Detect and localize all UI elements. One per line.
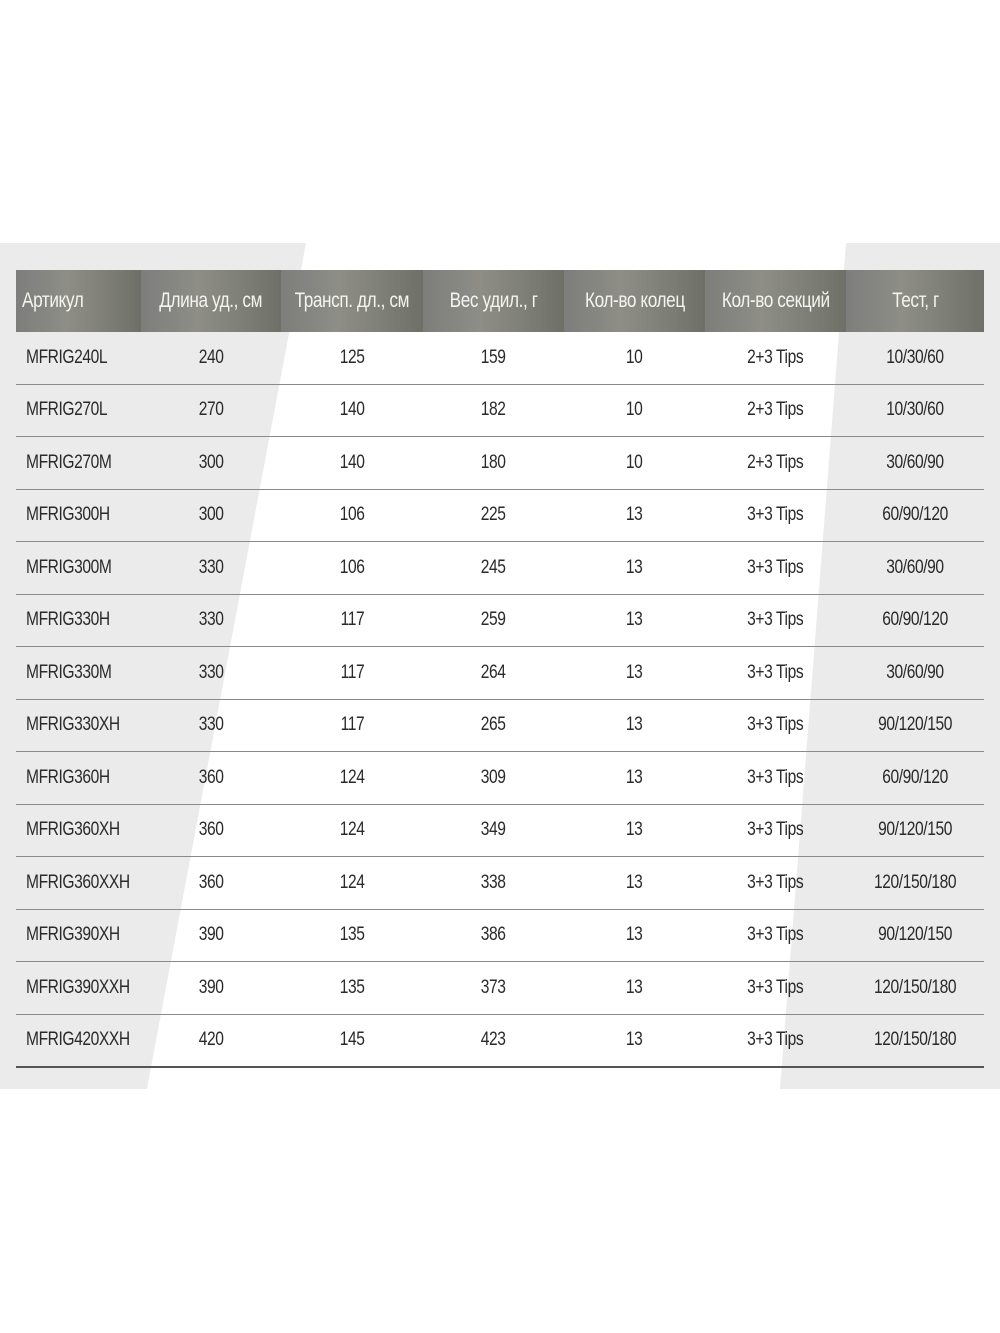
- table-row: [16, 1014, 984, 1067]
- header-rings: [564, 270, 705, 332]
- cell-text: 390: [198, 924, 224, 946]
- table-row: [16, 332, 984, 384]
- cell-text: 145: [339, 1029, 365, 1051]
- cell-text: 360: [198, 819, 224, 841]
- cell-sections: [705, 647, 846, 700]
- spec-table: [16, 270, 984, 1068]
- cell-rings: [564, 804, 705, 857]
- cell-transport-length: [281, 909, 423, 962]
- table-row: [16, 542, 984, 595]
- table-row: [16, 857, 984, 910]
- cell-text: 245: [481, 556, 506, 578]
- cell-rings: [564, 857, 705, 910]
- cell-text: 10: [626, 346, 643, 368]
- cell-transport-length: [281, 647, 423, 700]
- cell-text: 117: [340, 661, 364, 683]
- cell-text: 330: [198, 609, 224, 631]
- cell-text: 349: [481, 819, 506, 841]
- cell-text: 2+3 Tips: [747, 451, 804, 473]
- cell-text: 3+3 Tips: [747, 1029, 804, 1051]
- cell-text: 3+3 Tips: [747, 609, 804, 631]
- cell-length: [141, 647, 281, 700]
- table-row: [16, 594, 984, 647]
- cell-text: 120/150/180: [873, 871, 957, 893]
- cell-text: MFRIG330M: [26, 661, 112, 683]
- cell-text: 420: [198, 1029, 224, 1051]
- cell-weight: [423, 489, 564, 542]
- cell-text: 10: [626, 451, 643, 473]
- cell-text: 225: [481, 504, 506, 526]
- cell-text: 60/90/120: [882, 609, 948, 631]
- cell-text: 386: [481, 924, 506, 946]
- cell-text: 330: [198, 661, 224, 683]
- cell-test: [846, 699, 984, 752]
- cell-sections: [705, 804, 846, 857]
- cell-test: [846, 384, 984, 437]
- cell-weight: [423, 909, 564, 962]
- cell-text: 106: [339, 556, 365, 578]
- cell-text: 13: [626, 609, 643, 631]
- cell-length: [141, 857, 281, 910]
- header-label: Длина уд., см: [159, 289, 263, 312]
- header-article: [16, 270, 141, 332]
- cell-text: 117: [340, 714, 364, 736]
- cell-text: 259: [481, 609, 506, 631]
- cell-text: MFRIG300M: [26, 556, 112, 578]
- cell-test: [846, 647, 984, 700]
- cell-article: [16, 384, 141, 437]
- cell-length: [141, 804, 281, 857]
- cell-length: [141, 384, 281, 437]
- header-test: [846, 270, 984, 332]
- cell-rings: [564, 647, 705, 700]
- cell-weight: [423, 542, 564, 595]
- cell-transport-length: [281, 594, 423, 647]
- header-label: Вес удил., г: [449, 289, 538, 312]
- cell-article: [16, 437, 141, 490]
- table-row: [16, 647, 984, 700]
- cell-sections: [705, 699, 846, 752]
- cell-rings: [564, 699, 705, 752]
- cell-weight: [423, 962, 564, 1015]
- cell-text: 135: [339, 976, 365, 998]
- cell-text: 3+3 Tips: [747, 976, 804, 998]
- cell-text: 140: [339, 399, 365, 421]
- cell-length: [141, 332, 281, 384]
- table-row: [16, 384, 984, 437]
- cell-transport-length: [281, 699, 423, 752]
- cell-test: [846, 909, 984, 962]
- cell-text: 120/150/180: [873, 1029, 957, 1051]
- header-label: Тест, г: [891, 289, 939, 312]
- cell-text: 117: [340, 609, 364, 631]
- cell-sections: [705, 542, 846, 595]
- cell-text: MFRIG360XH: [26, 819, 120, 841]
- header-transport-length: [281, 270, 423, 332]
- cell-text: 124: [339, 871, 365, 893]
- cell-rings: [564, 542, 705, 595]
- cell-length: [141, 437, 281, 490]
- cell-length: [141, 752, 281, 805]
- cell-sections: [705, 857, 846, 910]
- cell-text: 3+3 Tips: [747, 661, 804, 683]
- cell-text: 60/90/120: [882, 766, 948, 788]
- cell-test: [846, 857, 984, 910]
- cell-article: [16, 594, 141, 647]
- cell-text: 10: [626, 399, 643, 421]
- cell-length: [141, 594, 281, 647]
- cell-article: [16, 962, 141, 1015]
- cell-sections: [705, 489, 846, 542]
- table-row: [16, 804, 984, 857]
- header-sections: [705, 270, 846, 332]
- cell-text: 309: [481, 766, 506, 788]
- cell-text: 300: [198, 504, 224, 526]
- table-row: [16, 699, 984, 752]
- cell-text: 2+3 Tips: [747, 399, 804, 421]
- cell-rings: [564, 1014, 705, 1067]
- cell-text: 13: [626, 819, 643, 841]
- cell-transport-length: [281, 542, 423, 595]
- cell-rings: [564, 332, 705, 384]
- cell-weight: [423, 752, 564, 805]
- header-weight: [423, 270, 564, 332]
- cell-text: 13: [626, 766, 643, 788]
- cell-text: 125: [339, 346, 365, 368]
- table-row: [16, 752, 984, 805]
- cell-text: MFRIG240L: [26, 346, 108, 368]
- cell-article: [16, 332, 141, 384]
- cell-text: 390: [198, 976, 224, 998]
- cell-weight: [423, 594, 564, 647]
- cell-transport-length: [281, 332, 423, 384]
- cell-weight: [423, 647, 564, 700]
- cell-sections: [705, 962, 846, 1015]
- cell-text: MFRIG360H: [26, 766, 110, 788]
- cell-test: [846, 1014, 984, 1067]
- cell-rings: [564, 962, 705, 1015]
- cell-text: 13: [626, 1029, 643, 1051]
- cell-rings: [564, 752, 705, 805]
- table-body: [16, 332, 984, 1067]
- cell-weight: [423, 857, 564, 910]
- cell-test: [846, 332, 984, 384]
- cell-text: 265: [481, 714, 506, 736]
- cell-test: [846, 594, 984, 647]
- cell-text: 13: [626, 661, 643, 683]
- cell-text: 120/150/180: [873, 976, 957, 998]
- cell-transport-length: [281, 437, 423, 490]
- cell-text: 90/120/150: [878, 924, 952, 946]
- cell-length: [141, 1014, 281, 1067]
- cell-transport-length: [281, 489, 423, 542]
- cell-text: 3+3 Tips: [747, 504, 804, 526]
- cell-article: [16, 752, 141, 805]
- cell-transport-length: [281, 384, 423, 437]
- cell-sections: [705, 594, 846, 647]
- header-label: Трансп. дл., см: [294, 289, 410, 312]
- cell-text: 240: [198, 346, 224, 368]
- cell-text: 3+3 Tips: [747, 819, 804, 841]
- cell-text: 124: [339, 819, 365, 841]
- cell-weight: [423, 384, 564, 437]
- cell-text: 13: [626, 714, 643, 736]
- header-label: Кол-во колец: [584, 289, 685, 312]
- cell-text: 360: [198, 871, 224, 893]
- cell-text: 90/120/150: [878, 714, 952, 736]
- cell-text: 182: [481, 399, 506, 421]
- cell-sections: [705, 1014, 846, 1067]
- cell-text: 13: [626, 871, 643, 893]
- cell-article: [16, 542, 141, 595]
- cell-test: [846, 752, 984, 805]
- table-row: [16, 909, 984, 962]
- header-length: [141, 270, 281, 332]
- cell-sections: [705, 332, 846, 384]
- cell-text: 30/60/90: [886, 661, 944, 683]
- cell-transport-length: [281, 857, 423, 910]
- table-row: [16, 437, 984, 490]
- cell-text: 264: [481, 661, 506, 683]
- cell-text: MFRIG330XH: [26, 714, 120, 736]
- cell-text: MFRIG270L: [26, 399, 108, 421]
- cell-text: 135: [339, 924, 365, 946]
- cell-test: [846, 542, 984, 595]
- cell-transport-length: [281, 804, 423, 857]
- cell-rings: [564, 489, 705, 542]
- cell-text: MFRIG390XH: [26, 924, 120, 946]
- cell-weight: [423, 332, 564, 384]
- header-label: Кол-во секций: [721, 289, 830, 312]
- cell-test: [846, 962, 984, 1015]
- cell-weight: [423, 804, 564, 857]
- cell-length: [141, 542, 281, 595]
- cell-article: [16, 857, 141, 910]
- cell-length: [141, 489, 281, 542]
- cell-text: MFRIG270M: [26, 451, 112, 473]
- header-label: Артикул: [22, 289, 84, 312]
- cell-length: [141, 699, 281, 752]
- table-row: [16, 489, 984, 542]
- cell-rings: [564, 384, 705, 437]
- cell-sections: [705, 437, 846, 490]
- cell-article: [16, 489, 141, 542]
- cell-text: 338: [481, 871, 506, 893]
- cell-text: 360: [198, 766, 224, 788]
- cell-text: MFRIG300H: [26, 504, 110, 526]
- cell-article: [16, 647, 141, 700]
- cell-sections: [705, 909, 846, 962]
- cell-text: 10/30/60: [886, 399, 944, 421]
- cell-sections: [705, 384, 846, 437]
- cell-rings: [564, 909, 705, 962]
- cell-text: 2+3 Tips: [747, 346, 804, 368]
- cell-length: [141, 909, 281, 962]
- cell-weight: [423, 437, 564, 490]
- cell-text: 159: [481, 346, 506, 368]
- cell-text: 10/30/60: [886, 346, 944, 368]
- cell-article: [16, 909, 141, 962]
- cell-text: 106: [339, 504, 365, 526]
- cell-text: 3+3 Tips: [747, 924, 804, 946]
- cell-text: MFRIG330H: [26, 609, 110, 631]
- table-header-row: [16, 270, 984, 332]
- cell-rings: [564, 437, 705, 490]
- spec-table-container: [16, 270, 984, 1068]
- cell-text: 90/120/150: [878, 819, 952, 841]
- table-row: [16, 962, 984, 1015]
- cell-text: 3+3 Tips: [747, 871, 804, 893]
- cell-text: 13: [626, 556, 643, 578]
- cell-text: MFRIG390XXH: [26, 976, 130, 998]
- cell-text: 330: [198, 714, 224, 736]
- cell-weight: [423, 699, 564, 752]
- cell-article: [16, 1014, 141, 1067]
- cell-test: [846, 804, 984, 857]
- cell-text: 124: [339, 766, 365, 788]
- cell-text: 13: [626, 976, 643, 998]
- cell-text: 423: [481, 1029, 506, 1051]
- cell-text: 3+3 Tips: [747, 556, 804, 578]
- cell-text: 3+3 Tips: [747, 714, 804, 736]
- cell-text: 13: [626, 924, 643, 946]
- cell-text: MFRIG360XXH: [26, 871, 130, 893]
- cell-text: 180: [481, 451, 506, 473]
- cell-weight: [423, 1014, 564, 1067]
- cell-article: [16, 699, 141, 752]
- cell-article: [16, 804, 141, 857]
- cell-text: 13: [626, 504, 643, 526]
- cell-test: [846, 437, 984, 490]
- cell-sections: [705, 752, 846, 805]
- cell-text: 140: [339, 451, 365, 473]
- cell-rings: [564, 594, 705, 647]
- cell-transport-length: [281, 1014, 423, 1067]
- cell-text: MFRIG420XXH: [26, 1029, 130, 1051]
- cell-text: 60/90/120: [882, 504, 948, 526]
- cell-transport-length: [281, 962, 423, 1015]
- cell-text: 3+3 Tips: [747, 766, 804, 788]
- cell-test: [846, 489, 984, 542]
- cell-text: 30/60/90: [886, 451, 944, 473]
- cell-text: 373: [481, 976, 506, 998]
- cell-transport-length: [281, 752, 423, 805]
- cell-text: 30/60/90: [886, 556, 944, 578]
- cell-text: 270: [198, 399, 224, 421]
- cell-text: 330: [198, 556, 224, 578]
- cell-text: 300: [198, 451, 224, 473]
- cell-length: [141, 962, 281, 1015]
